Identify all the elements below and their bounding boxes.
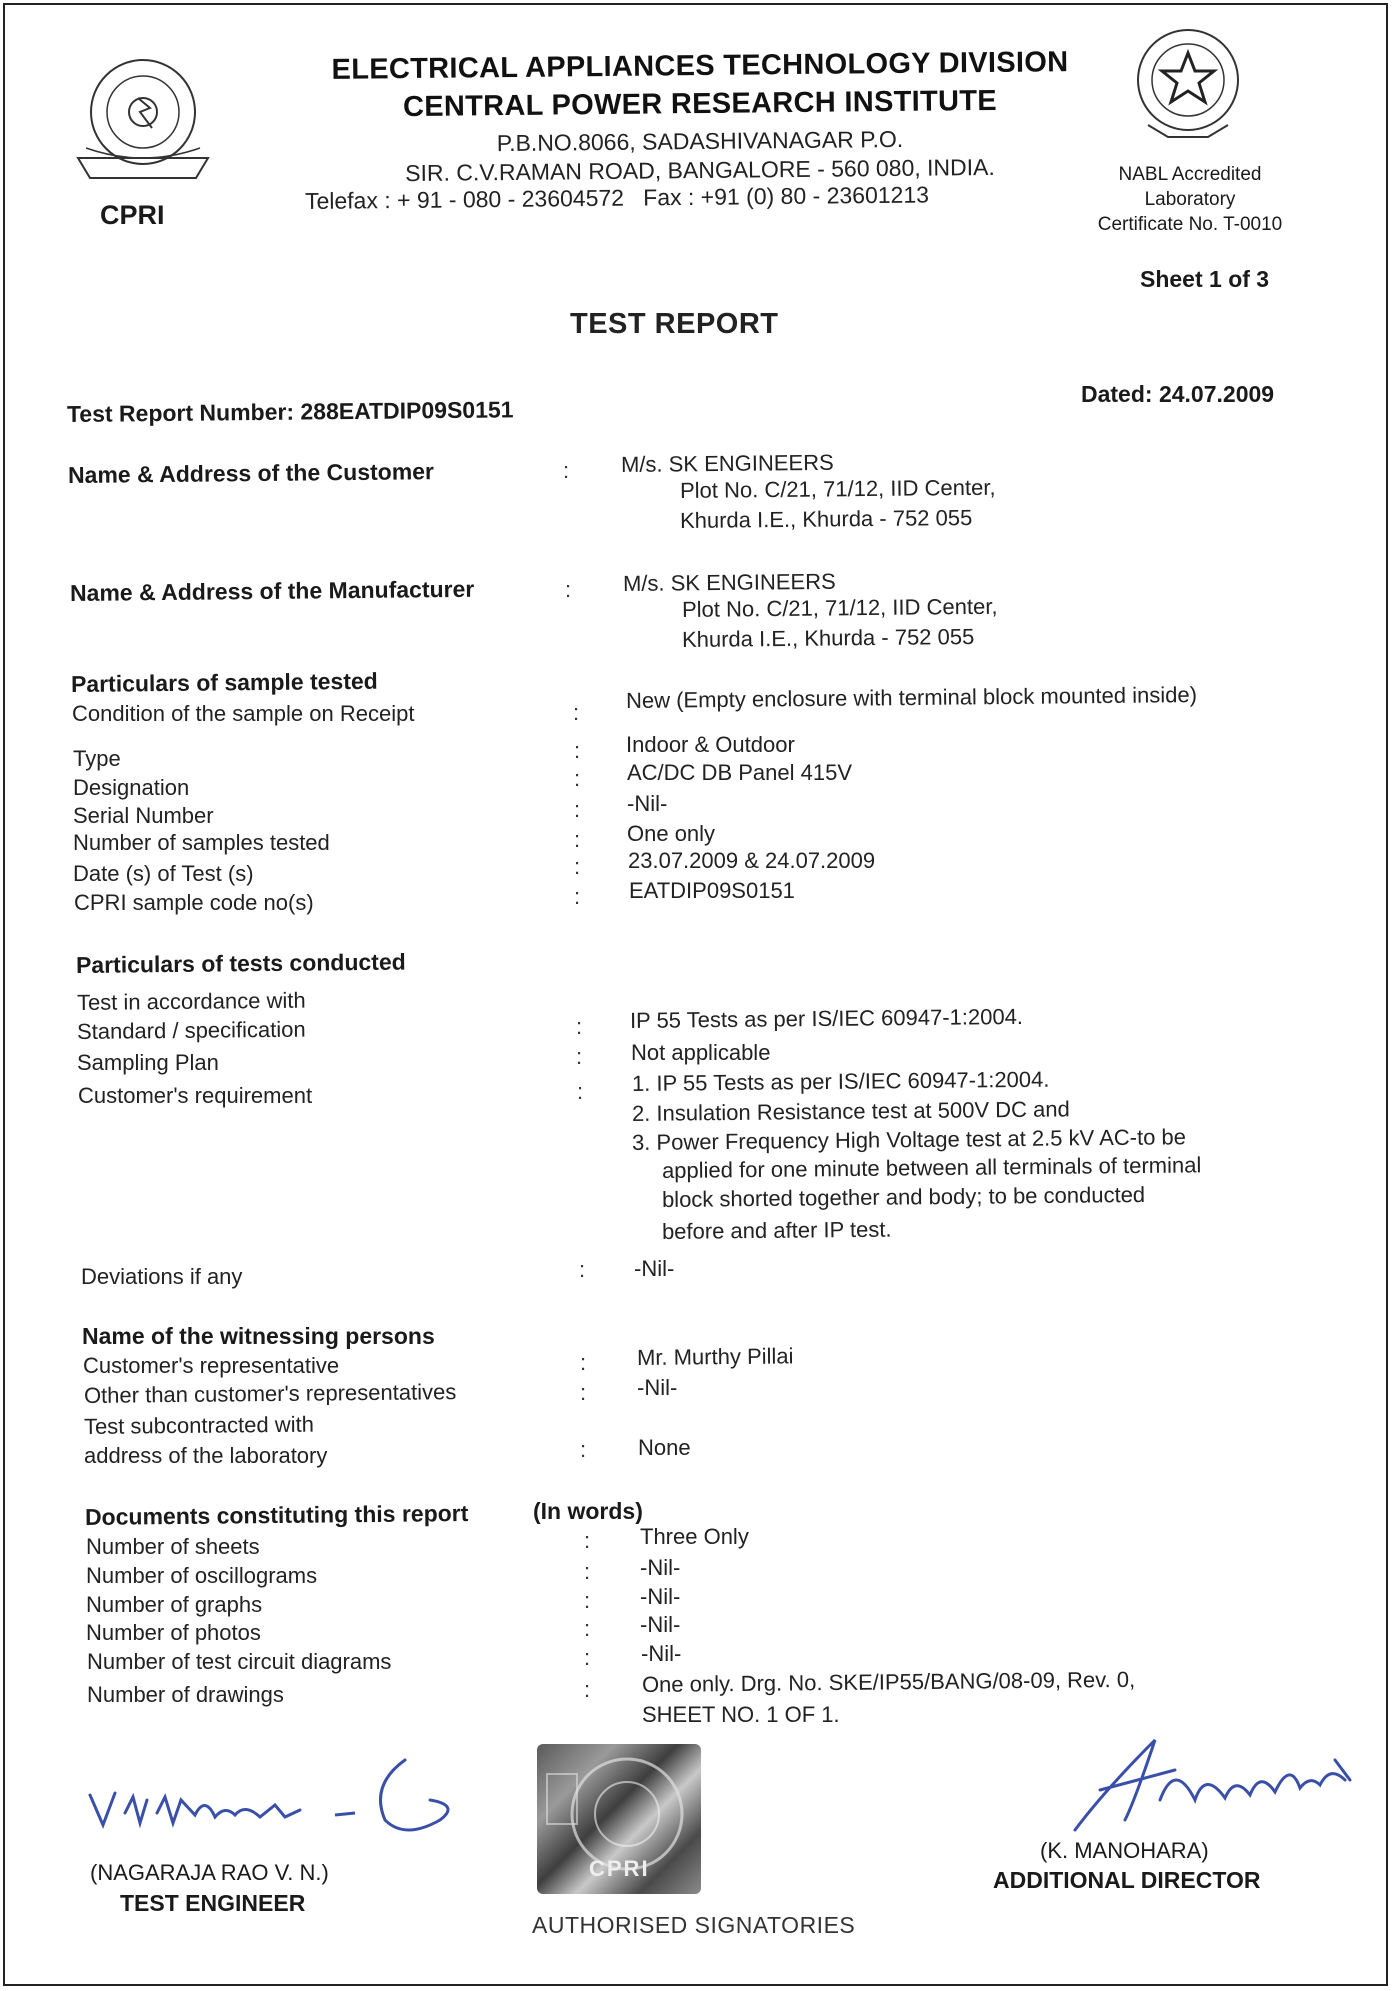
- colon: :: [574, 884, 581, 909]
- sample-row-value: Indoor & Outdoor: [626, 732, 795, 757]
- colon: :: [584, 1528, 591, 1553]
- colon: :: [574, 738, 581, 763]
- documents-row-value: -Nil-: [640, 1584, 681, 1609]
- customer-line2: Plot No. C/21, 71/12, IID Center,: [679, 474, 996, 503]
- colon: :: [577, 1079, 584, 1104]
- documents-row-label: Number of photos: [86, 1620, 261, 1645]
- telefax: Telefax : + 91 - 080 - 23604572 Fax : +91 (0) 80 - 23601213: [304, 181, 930, 214]
- colon: :: [565, 577, 572, 602]
- sample-row-value: EATDIP09S0151: [629, 878, 795, 903]
- institute-title: CENTRAL POWER RESEARCH INSTITUTE: [402, 84, 998, 124]
- report-date: Dated: 24.07.2009: [1081, 381, 1275, 407]
- cpri-hologram: [537, 1744, 701, 1894]
- sample-row-value: 23.07.2009 & 24.07.2009: [628, 848, 876, 873]
- test-engineer-signature: [85, 1755, 475, 1850]
- sheet-number: Sheet 1 of 3: [1140, 266, 1270, 292]
- colon: :: [584, 1616, 591, 1641]
- director-title: ADDITIONAL DIRECTOR: [993, 1867, 1261, 1893]
- sample-row-label: Type: [73, 746, 121, 771]
- sample-row-label: Date (s) of Test (s): [73, 861, 254, 886]
- drawings-value-2: SHEET NO. 1 OF 1.: [642, 1702, 840, 1727]
- sampling-value: Not applicable: [631, 1040, 771, 1065]
- director-name: (K. MANOHARA): [1040, 1838, 1209, 1863]
- customer-label: Name & Address of the Customer: [67, 458, 435, 488]
- sample-row-value: New (Empty enclosure with terminal block mounted inside): [625, 682, 1198, 713]
- documents-row-value: Three Only: [640, 1524, 749, 1549]
- sample-row-label: CPRI sample code no(s): [74, 890, 314, 915]
- manufacturer-label: Name & Address of the Manufacturer: [69, 575, 475, 606]
- nabl-line1: NABL Accredited: [1118, 164, 1262, 185]
- colon: :: [574, 797, 581, 822]
- colon: :: [584, 1645, 591, 1670]
- manufacturer-line2: Plot No. C/21, 71/12, IID Center,: [681, 593, 998, 622]
- sample-heading: Particulars of sample tested: [70, 667, 378, 697]
- report-number: Test Report Number: 288EATDIP09S0151: [66, 396, 514, 427]
- requirement-2: 2. Insulation Resistance test at 500V DC and: [631, 1096, 1070, 1126]
- customer-line1: M/s. SK ENGINEERS: [620, 449, 834, 477]
- colon: :: [580, 1350, 587, 1375]
- accordance-label: Test in accordance with: [76, 987, 306, 1015]
- report-title: TEST REPORT: [570, 308, 779, 340]
- requirement-1: 1. IP 55 Tests as per IS/IEC 60947-1:2004.: [631, 1066, 1050, 1096]
- documents-row-label: Number of test circuit diagrams: [87, 1649, 392, 1674]
- documents-heading-suffix: (In words): [533, 1498, 643, 1524]
- requirement-3-cont: block shorted together and body; to be conducted: [661, 1181, 1146, 1212]
- sample-row-label: Number of samples tested: [73, 830, 330, 855]
- standard-value: IP 55 Tests as per IS/IEC 60947-1:2004.: [629, 1003, 1024, 1033]
- subcontract-value: None: [638, 1435, 691, 1460]
- authorised-signatories: AUTHORISED SIGNATORIES: [532, 1912, 856, 1938]
- subcontract-label: Test subcontracted with: [83, 1411, 315, 1439]
- nabl-certificate: Certificate No. T-0010: [1097, 214, 1283, 235]
- other-rep-value: -Nil-: [637, 1375, 678, 1400]
- colon: :: [563, 458, 570, 483]
- documents-row-value: -Nil-: [640, 1555, 681, 1580]
- nabl-logo: [1128, 25, 1248, 150]
- documents-row-label: Number of sheets: [86, 1534, 260, 1559]
- nabl-line2: Laboratory: [1144, 189, 1236, 210]
- sample-row-value: AC/DC DB Panel 415V: [627, 760, 852, 785]
- address: SIR. C.V.RAMAN ROAD, BANGALORE - 560 080, INDIA.: [405, 153, 995, 187]
- colon: :: [574, 854, 581, 879]
- po-box: P.B.NO.8066, SADASHIVANAGAR P.O.: [496, 125, 904, 157]
- requirement-3: 3. Power Frequency High Voltage test at 2.5 kV AC-to be: [631, 1124, 1187, 1155]
- documents-row-label: Number of oscillograms: [86, 1563, 318, 1588]
- other-rep-label: Other than customer's representatives: [83, 1379, 457, 1408]
- director-signature: [1065, 1730, 1365, 1840]
- test-engineer-title: TEST ENGINEER: [120, 1890, 306, 1916]
- colon: :: [584, 1559, 591, 1584]
- logo-label: CPRI: [100, 200, 165, 230]
- sample-row-label: Condition of the sample on Receipt: [72, 701, 415, 726]
- colon: :: [584, 1588, 591, 1613]
- division-title: ELECTRICAL APPLIANCES TECHNOLOGY DIVISION: [331, 46, 1069, 86]
- colon: :: [573, 700, 580, 725]
- cust-rep-value: Mr. Murthy Pillai: [636, 1343, 794, 1370]
- colon: :: [584, 1677, 591, 1702]
- documents-heading: Documents constituting this report: [84, 1499, 469, 1530]
- documents-row-value: -Nil-: [641, 1641, 682, 1666]
- documents-row-value: -Nil-: [640, 1612, 681, 1637]
- sample-row-label: Designation: [73, 775, 190, 800]
- cpri-logo: [68, 50, 218, 190]
- deviations-label: Deviations if any: [81, 1264, 243, 1289]
- colon: :: [580, 1437, 587, 1462]
- documents-row-label: Number of graphs: [86, 1592, 263, 1617]
- documents-row-label: Number of drawings: [87, 1682, 284, 1707]
- sample-row-label: Serial Number: [73, 803, 214, 828]
- colon: :: [574, 766, 581, 791]
- colon: :: [576, 1044, 583, 1069]
- manufacturer-line1: M/s. SK ENGINEERS: [622, 568, 836, 596]
- colon: :: [579, 1257, 586, 1282]
- colon: :: [574, 827, 581, 852]
- deviations-value: -Nil-: [634, 1256, 675, 1281]
- sample-row-value: One only: [627, 821, 716, 846]
- manufacturer-line3: Khurda I.E., Khurda - 752 055: [681, 623, 975, 652]
- witness-heading: Name of the witnessing persons: [82, 1323, 435, 1349]
- colon: :: [580, 1380, 587, 1405]
- customer-line3: Khurda I.E., Khurda - 752 055: [679, 504, 973, 533]
- colon: :: [576, 1014, 583, 1039]
- hologram-label: CPRI: [589, 1856, 650, 1881]
- test-engineer-name: (NAGARAJA RAO V. N.): [90, 1860, 329, 1885]
- standard-label: Standard / specification: [76, 1016, 306, 1044]
- sampling-label: Sampling Plan: [77, 1050, 219, 1075]
- tests-heading: Particulars of tests conducted: [75, 948, 406, 978]
- subcontract-label-2: address of the laboratory: [84, 1443, 328, 1468]
- requirement-label: Customer's requirement: [78, 1083, 313, 1108]
- sample-row-value: -Nil-: [627, 791, 668, 816]
- requirement-3-cont: applied for one minute between all terminals of terminal: [661, 1152, 1202, 1183]
- documents-row-value: One only. Drg. No. SKE/IP55/BANG/08-09, Rev. 0,: [641, 1666, 1136, 1697]
- cust-rep-label: Customer's representative: [83, 1353, 340, 1378]
- requirement-3-cont: before and after IP test.: [661, 1216, 892, 1244]
